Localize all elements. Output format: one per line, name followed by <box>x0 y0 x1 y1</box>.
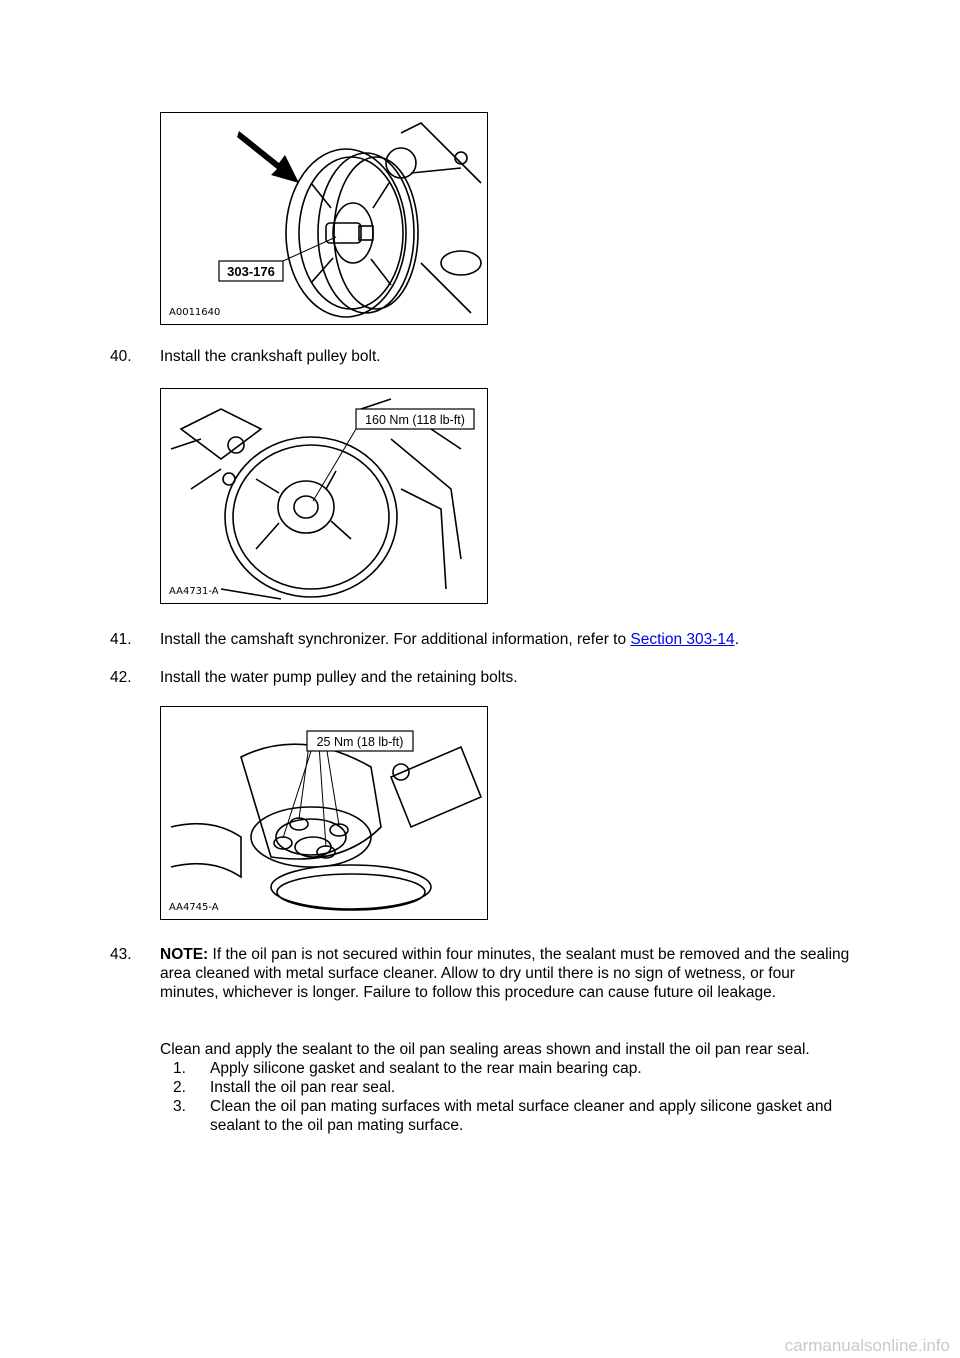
note-label: NOTE: <box>160 946 209 963</box>
step-number: 42. <box>110 669 132 686</box>
step-text-end: . <box>734 631 739 648</box>
step-number: 41. <box>110 631 132 648</box>
figure-crankshaft-pulley-bolt <box>160 388 488 604</box>
torque-callout: 160 Nm (118 lb-ft) <box>365 413 465 427</box>
step-text-block <box>160 630 850 649</box>
step-text: Clean and apply the sealant to the oil pan sealing areas shown and install the oil pan rear seal. <box>160 1041 810 1058</box>
step-text: Install the water pump pulley and the retaining bolts. <box>160 669 518 686</box>
figure-pulley-tool <box>160 112 488 325</box>
figure-code: AA4745-A <box>169 902 219 913</box>
step-number: 43. <box>110 946 132 963</box>
substep-text: Clean the oil pan mating surfaces with metal surface cleaner and apply silicone gasket and sealant to the oil pan mating surface. <box>210 1098 833 1134</box>
note-block <box>160 945 850 1002</box>
tool-callout: 303-176 <box>227 264 275 279</box>
watermark: carmanualsonline.info <box>784 1336 950 1355</box>
crankshaft-pulley-illustration <box>161 389 487 603</box>
substep-number: 1. <box>173 1060 186 1077</box>
torque-callout: 25 Nm (18 lb-ft) <box>316 735 404 749</box>
figure-code: A0011640 <box>169 307 221 318</box>
step-text: Install the camshaft synchronizer. For additional information, refer to <box>160 631 627 648</box>
figure-code: AA4731-A <box>169 586 219 597</box>
substep-number: 3. <box>173 1098 186 1115</box>
pulley-tool-illustration <box>161 113 487 324</box>
step-number: 40. <box>110 348 132 365</box>
substep-text: Install the oil pan rear seal. <box>210 1079 396 1096</box>
figure-water-pump-pulley <box>160 706 488 920</box>
note-text: If the oil pan is not secured within four minutes, the sealant must be removed and the sealing area cleaned with metal surface cleaner. Allow to dry until there is no sign of wetness, or four minutes, whichever is longer. Failure to follow this procedure can cause future oil leakage. <box>160 946 850 1001</box>
substep-text: Apply silicone gasket and sealant to the rear main bearing cap. <box>210 1060 642 1077</box>
section-link[interactable]: Section 303-14 <box>630 631 735 648</box>
substep-number: 2. <box>173 1079 186 1096</box>
step-text: Install the crankshaft pulley bolt. <box>160 348 381 365</box>
water-pump-pulley-illustration <box>161 707 487 919</box>
